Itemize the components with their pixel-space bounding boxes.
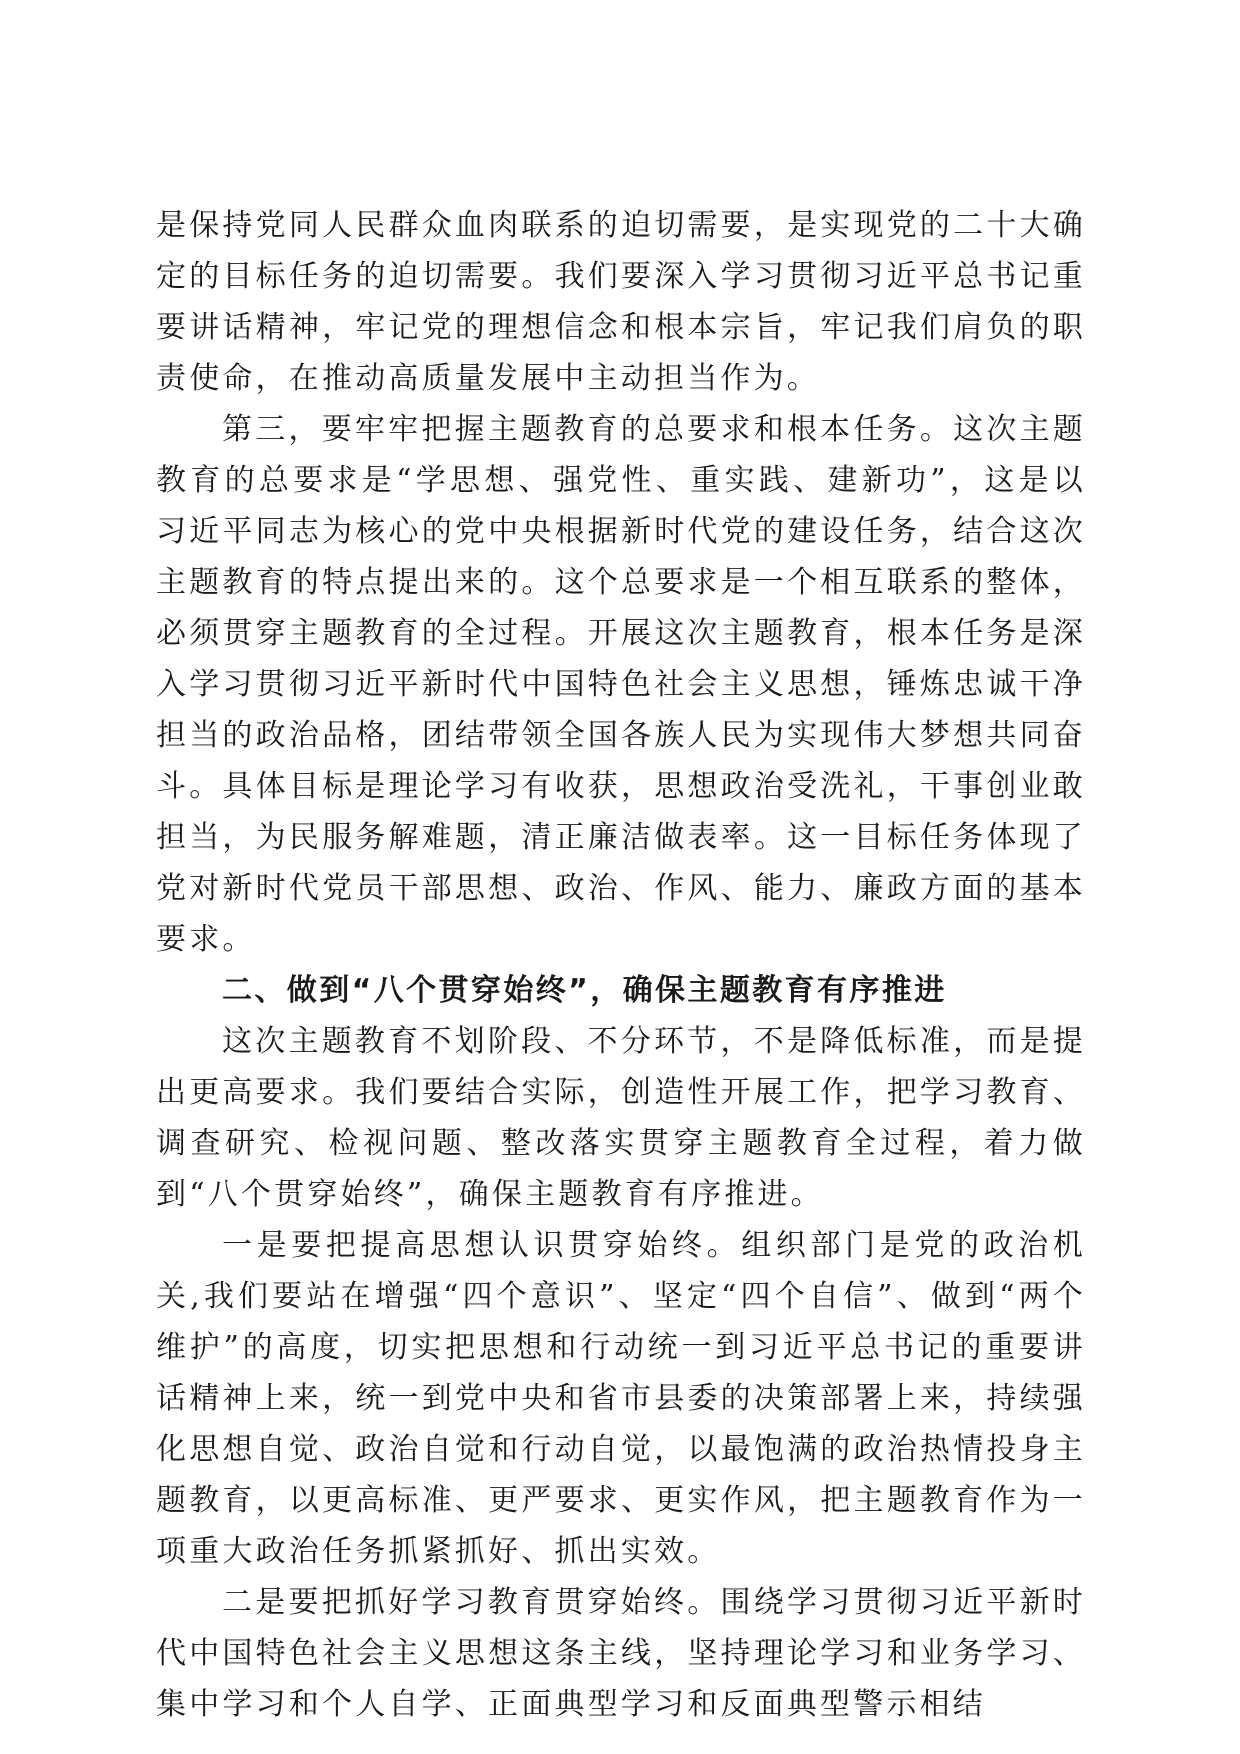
- paragraph-continuation: 是保持党同人民群众血肉联系的迫切需要，是实现党的二十大确定的目标任务的迫切需要。我们要深入学习贯彻习近平总书记重要讲话精神，牢记党的理想信念和根本宗旨，牢记我们肩负的职责使命，在推动高质量发展中主动担当作为。: [156, 208, 1086, 396]
- section-heading-two: 二、做到“八个贯穿始终”，确保主题教育有序推进: [222, 973, 947, 1008]
- paragraph-third-requirement: 第三，要牢牢把握主题教育的总要求和根本任务。这次主题教育的总要求是“学思想、强党性、重实践、建新功”，这是以习近平同志为核心的党中央根据新时代党的建设任务，结合这次主题教育的特点提出来的。这个总要求是一个相互联系的整体，必须贯穿主题教育的全过程。开展这次主题教育，根本任务是深入学习贯彻习近平新时代中国特色社会主义思想，锤炼忠诚干净担当的政治品格，团结带领全国各族人民为实现伟大梦想共同奋斗。具体目标是理论学习有收获，思想政治受洗礼，干事创业敢担当，为民服务解难题，清正廉洁做表率。这一目标任务体现了党对新时代党员干部思想、政治、作风、能力、廉政方面的基本要求。: [156, 412, 1086, 957]
- paragraph-section-intro: 这次主题教育不划阶段、不分环节，不是降低标准，而是提出更高要求。我们要结合实际，创造性开展工作，把学习教育、调查研究、检视问题、整改落实贯穿主题教育全过程，着力做到“八个贯穿始终”，确保主题教育有序推进。: [156, 1024, 1086, 1212]
- paragraph-point-two: 二是要把抓好学习教育贯穿始终。围绕学习贯彻习近平新时代中国特色社会主义思想这条主线，坚持理论学习和业务学习、集中学习和个人自学、正面典型学习和反面典型警示相结: [156, 1585, 1086, 1722]
- paragraph-point-one: 一是要把提高思想认识贯穿始终。组织部门是党的政治机关,我们要站在增强“四个意识”、坚定“四个自信”、做到“两个维护”的高度，切实把思想和行动统一到习近平总书记的重要讲话精神上来，统一到党中央和省市县委的决策部署上来，持续强化思想自觉、政治自觉和行动自觉，以最饱满的政治热情投身主题教育，以更高标准、更严要求、更实作风，把主题教育作为一项重大政治任务抓紧抓好、抓出实效。: [156, 1228, 1086, 1569]
- document-body: [156, 200, 1086, 1730]
